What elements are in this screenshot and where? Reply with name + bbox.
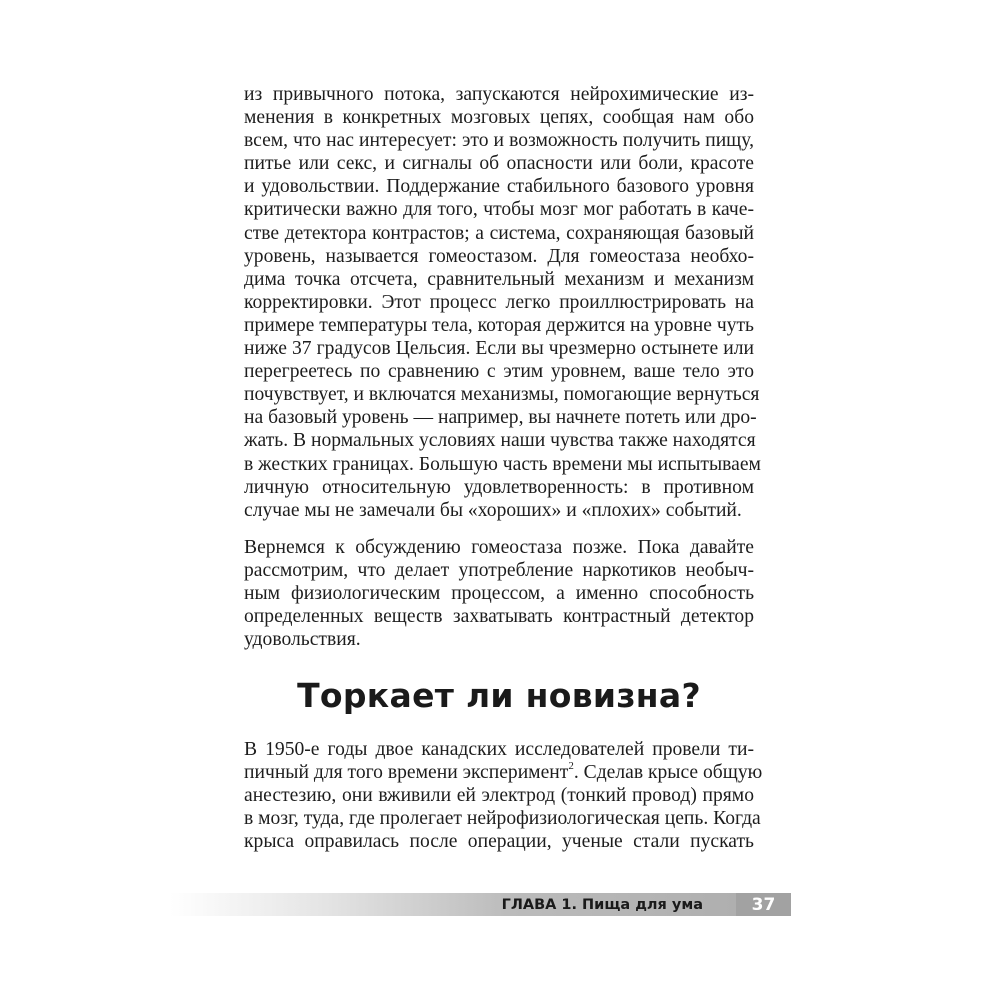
text-line: в жестких границах. Большую часть времени мы испытываем [244, 453, 761, 475]
text-line: на базовый уровень — например, вы начнете потеть или дро- [244, 407, 757, 429]
text-line: питье или секс, и сигналы об опасности или боли, красоте [244, 153, 754, 175]
page-number: 37 [736, 893, 791, 916]
text-line: критически важно для того, чтобы мозг мог работать в каче- [244, 199, 754, 221]
text-line: рассмотрим, что делает употребление наркотиков необыч- [244, 560, 754, 582]
text-line: ниже 37 градусов Цельсия. Если вы чрезмерно остынете или [244, 338, 754, 360]
section-heading: Торкает ли новизна? [297, 676, 701, 715]
page-footer [170, 893, 791, 916]
text-line: жать. В нормальных условиях наши чувства также находятся [244, 430, 756, 452]
text-line: Вернемся к обсуждению гомеостаза позже. Пока давайте [244, 537, 754, 558]
body-paragraph-drugs [244, 536, 754, 651]
text-line: ным физиологическим процессом, а именно способность [244, 583, 754, 605]
text-line: случае мы не замечали бы «хороших» и «плохих» событий. [244, 499, 742, 521]
body-paragraph-homeostasis [244, 83, 761, 522]
text-line: дима точка отсчета, сравнительный механизм и механизм [244, 268, 754, 290]
text-line: корректировки. Этот процесс легко проиллюстрировать на [244, 291, 754, 313]
text-line: определенных веществ захватывать контрастный детектор [244, 606, 754, 628]
text-line: удовольствия. [244, 629, 361, 651]
text-line: примере температуры тела, которая держится на уровне чуть [244, 314, 754, 336]
body-paragraph-experiment [244, 738, 763, 853]
text-line: анестезию, они вживили ей электрод (тонкий провод) прямо [244, 785, 754, 807]
text-segment: . Сделав крысе общую [573, 762, 763, 784]
text-line: В 1950-е годы двое канадских исследователей провели ти- [244, 739, 754, 760]
text-line: уровень, называется гомеостазом. Для гомеостаза необхо- [244, 245, 754, 267]
text-line: всем, что нас интересует: это и возможность получить пищу, [244, 130, 754, 152]
text-line: менения в конкретных мозговых цепях, сообщая нам обо [244, 107, 754, 129]
text-line: почувствует, и включатся механизмы, помогающие вернуться [244, 384, 760, 406]
text-line: крыса оправилась после операции, ученые стали пускать [244, 831, 754, 853]
text-line-with-footnote [244, 759, 763, 784]
text-line: стве детектора контрастов; а система, сохраняющая базовый [244, 222, 754, 244]
footnote-marker[interactable]: 2 [568, 759, 574, 772]
text-line: и удовольствии. Поддержание стабильного базового уровня [244, 176, 754, 198]
text-line: в мозг, туда, где пролегает нейрофизиологическая цепь. Когда [244, 808, 761, 830]
chapter-title: ГЛАВА 1. Пища для ума [501, 896, 703, 913]
text-line: личную относительную удовлетворенность: в противном [244, 476, 754, 498]
text-line: из привычного потока, запускаются нейрохимические из- [244, 84, 754, 105]
text-segment: пичный для того времени эксперимент [244, 762, 569, 784]
text-line: перегреетесь по сравнению с этим уровнем, ваше тело это [244, 361, 754, 383]
